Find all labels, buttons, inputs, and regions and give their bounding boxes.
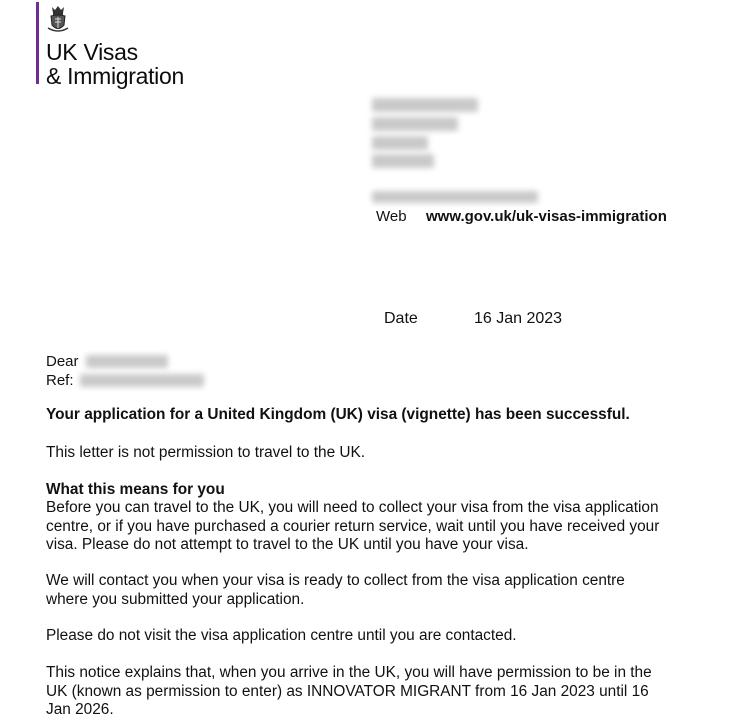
redacted-address-line-4 [372, 154, 434, 168]
letter-headline: Your application for a United Kingdom (UK) visa (vignette) has been successful. [46, 406, 630, 423]
redacted-address-line-1 [372, 98, 478, 112]
paragraph-1-line-3: visa. Please do not attempt to travel to the UK until you have your visa. [46, 536, 529, 553]
web-label: Web [376, 208, 407, 225]
notice-line: This letter is not permission to travel to the UK. [46, 444, 366, 461]
web-url[interactable]: www.gov.uk/uk-visas-immigration [426, 208, 667, 225]
org-name-line-1: UK Visas [46, 39, 138, 65]
org-name-line-2: & Immigration [46, 63, 184, 89]
redacted-recipient-name [86, 355, 168, 368]
paragraph-2-line-2: where you submitted your application. [46, 590, 305, 608]
date-label: Date [384, 310, 418, 327]
date-value: 16 Jan 2023 [474, 310, 563, 327]
paragraph-3: Please do not visit the visa application centre until you are contacted. [46, 627, 517, 644]
paragraph-1-line-2: centre, or if you have purchased a courier return service, wait until you have received your [46, 517, 660, 535]
paragraph-4-line-1: This notice explains that, when you arrive in the UK, you will have permission to be in the [46, 664, 652, 681]
redacted-address-line-2 [372, 117, 458, 131]
reference-label: Ref: [46, 372, 74, 389]
paragraph-4-line-3: Jan 2026. [46, 701, 114, 718]
paragraph-2-line-1: We will contact you when your visa is ready to collect from the visa application centre [46, 572, 625, 589]
redacted-reference-number [80, 374, 204, 387]
paragraph-4-line-2: UK (known as permission to enter) as INNOVATOR MIGRANT from 16 Jan 2023 until 16 [46, 682, 649, 700]
redacted-contact-line [372, 191, 538, 203]
brand-rule [36, 2, 39, 84]
royal-crest-icon [46, 4, 70, 34]
salutation-dear: Dear [46, 353, 79, 370]
redacted-address-line-3 [372, 136, 428, 150]
paragraph-1-line-1: Before you can travel to the UK, you will need to collect your visa from the visa application [46, 499, 659, 516]
section-heading: What this means for you [46, 481, 225, 498]
